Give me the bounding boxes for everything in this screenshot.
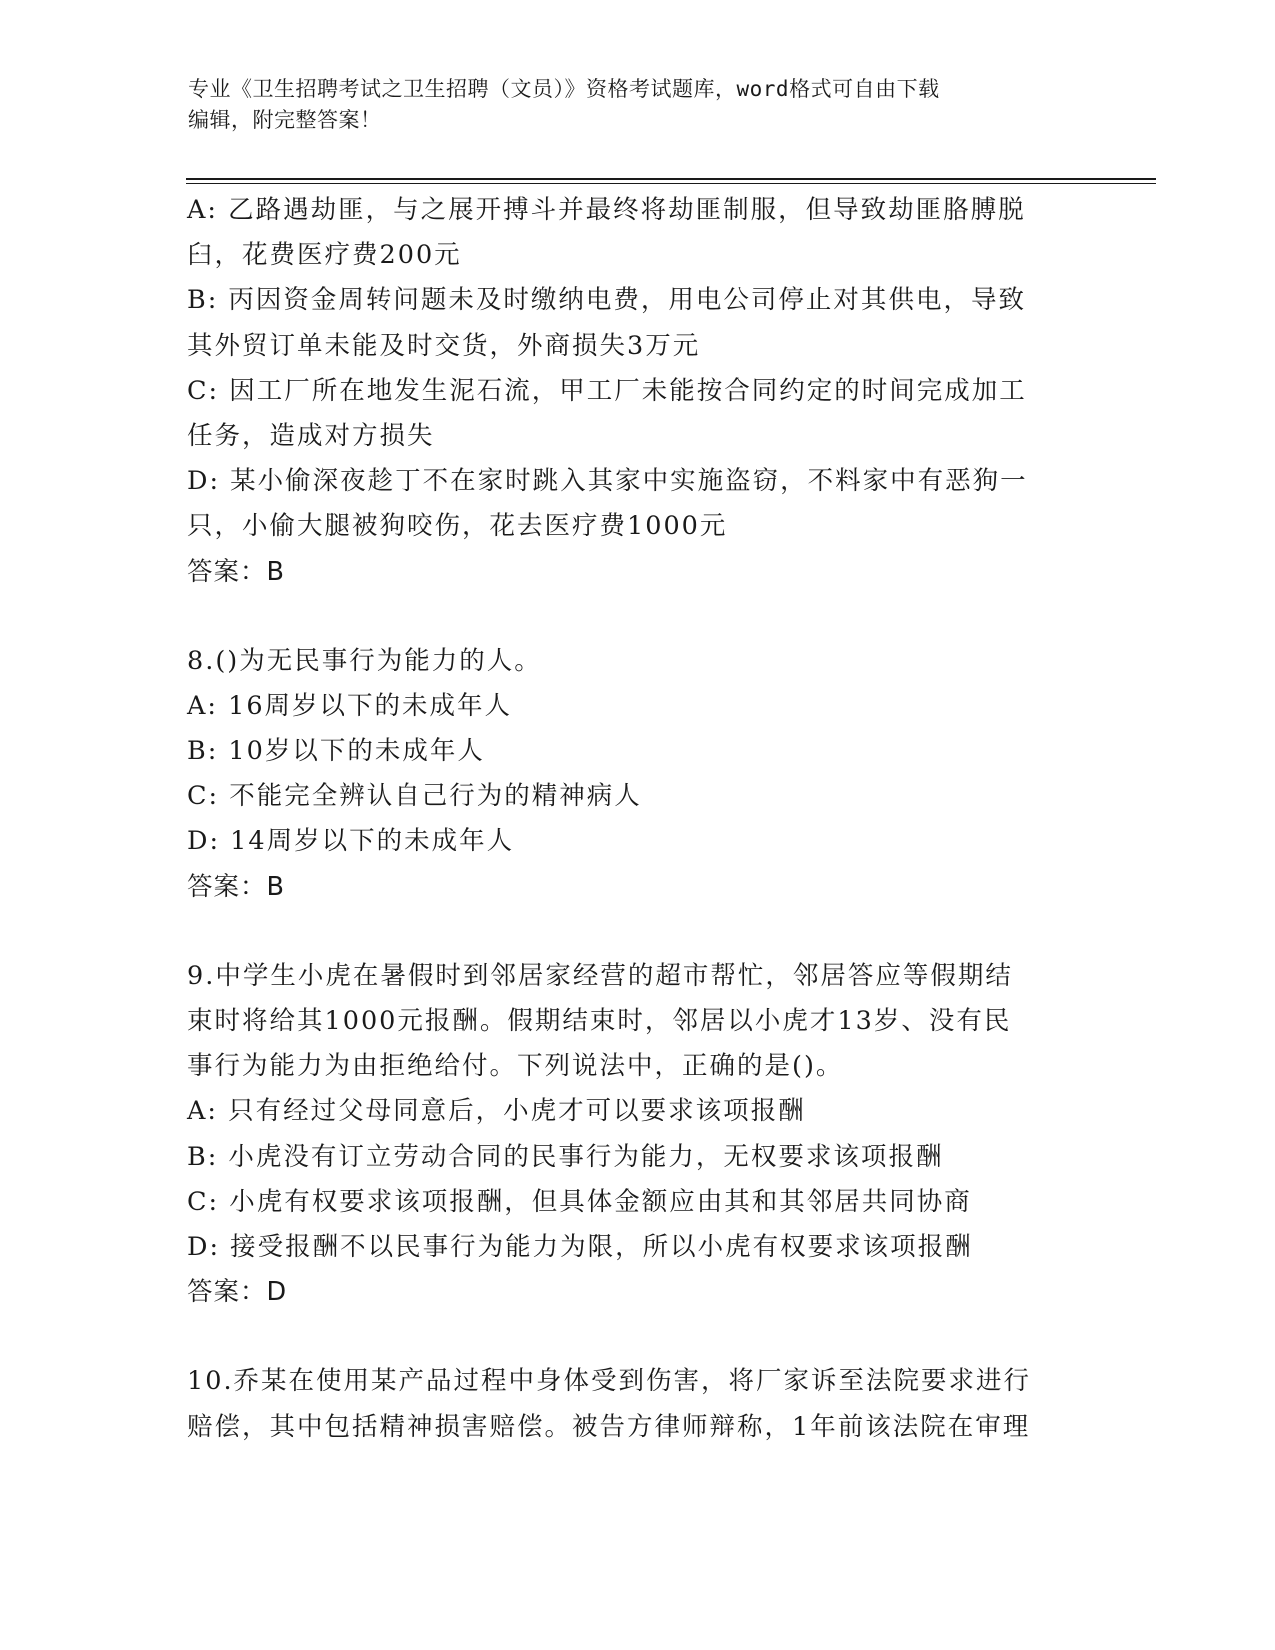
question-content (187, 188, 1087, 1450)
header-rule-thin (186, 183, 1156, 184)
q10-stem-line-1: 10.乔某在使用某产品过程中身体受到伤害，将厂家诉至法院要求进行 (187, 1366, 1032, 1397)
q9-option-a: A: 只有经过父母同意后，小虎才可以要求该项报酬 (187, 1096, 806, 1127)
q7-option-b-line-1: B: 丙因资金周转问题未及时缴纳电费，用电公司停止对其供电，导致 (187, 285, 1026, 316)
q8-stem: 8.()为无民事行为能力的人。 (187, 645, 542, 676)
q7-option-c-line-2: 任务，造成对方损失 (187, 420, 435, 451)
q7-option-b-line-2: 其外贸订单未能及时交货，外商损失3万元 (187, 330, 701, 361)
q9-stem-line-2: 束时将给其1000元报酬。假期结束时，邻居以小虎才13岁、没有民 (187, 1006, 1012, 1036)
q9-option-d: D: 接受报酬不以民事行为能力为限，所以小虎有权要求该项报酬 (187, 1231, 973, 1262)
q8-option-b: B: 10岁以下的未成年人 (187, 736, 485, 767)
q9-stem-line-1: 9.中学生小虎在暑假时到邻居家经营的超市帮忙，邻居答应等假期结 (187, 960, 1013, 991)
q7-answer: 答案：B (187, 556, 285, 587)
q10-stem-line-2: 赔偿，其中包括精神损害赔偿。被告方律师辩称，1年前该法院在审理 (187, 1411, 1031, 1442)
q7-option-a-line-1: A: 乙路遇劫匪，与之展开搏斗并最终将劫匪制服，但导致劫匪胳膊脱 (187, 195, 1026, 225)
q7-option-d-line-1: D: 某小偷深夜趁丁不在家时跳入其家中实施盗窃，不料家中有恶狗一 (187, 466, 1028, 497)
q8-option-a: A: 16周岁以下的未成年人 (187, 690, 513, 721)
question-10 (187, 1359, 1087, 1449)
q7-option-c-line-1: C: 因工厂所在地发生泥石流，甲工厂未能按合同约定的时间完成加工 (187, 375, 1027, 406)
q8-option-c: C: 不能完全辨认自己行为的精神病人 (187, 781, 642, 812)
header-line-1: 专业《卫生招聘考试之卫生招聘（文员）》资格考试题库，word格式可自由下载 (188, 77, 940, 101)
question-8 (187, 639, 1087, 910)
header-line-2: 编辑，附完整答案！ (188, 108, 382, 132)
q8-option-d: D: 14周岁以下的未成年人 (187, 826, 515, 857)
q7-option-d-line-2: 只，小偷大腿被狗咬伤，花去医疗费1000元 (187, 511, 728, 542)
question-9 (187, 954, 1087, 1316)
q9-answer: 答案：D (187, 1277, 288, 1308)
q8-answer: 答案：B (187, 871, 285, 902)
document-header (188, 74, 1088, 136)
header-rule-thick (186, 178, 1156, 180)
question-7 (187, 188, 1087, 595)
q9-stem-line-3: 事行为能力为由拒绝给付。下列说法中，正确的是()。 (187, 1051, 844, 1082)
q7-option-a-line-2: 臼，花费医疗费200元 (187, 240, 462, 271)
q9-option-b: B: 小虎没有订立劳动合同的民事行为能力，无权要求该项报酬 (187, 1141, 944, 1172)
q9-option-c: C: 小虎有权要求该项报酬，但具体金额应由其和其邻居共同协商 (187, 1186, 972, 1217)
